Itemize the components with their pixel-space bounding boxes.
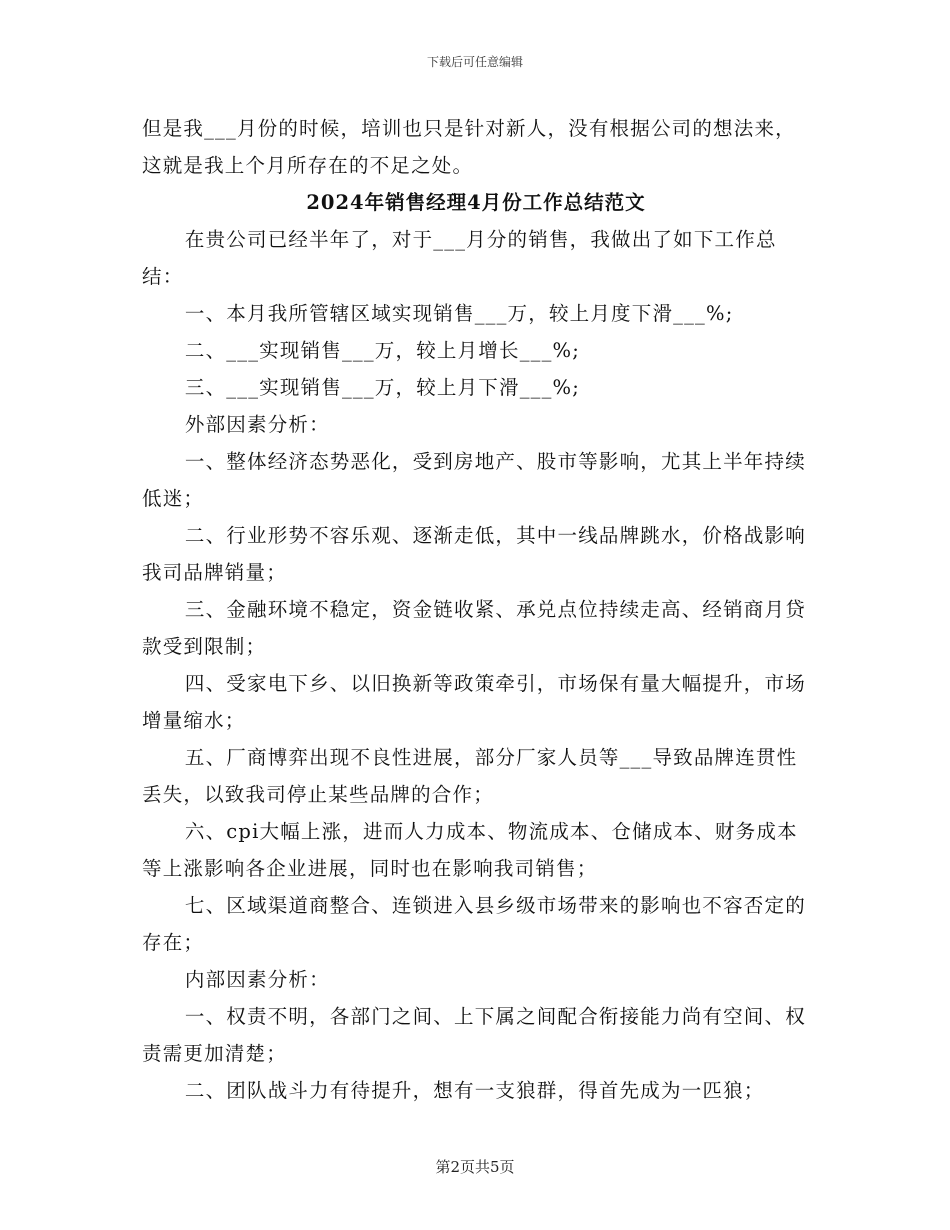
section-heading: 外部因素分析： (184, 413, 330, 436)
paragraph: 二、团队战斗力有待提升，想有一支狼群，得首先成为一匹狼； (184, 1079, 765, 1102)
paragraph: 二、行业形势不容乐观、逐渐走低，其中一线品牌跳水，价格战影响我司品牌销量； (142, 524, 806, 584)
paragraph: 三、金融环境不稳定，资金链收紧、承兑点位持续走高、经销商月贷款受到限制； (142, 598, 806, 658)
paragraph: 在贵公司已经半年了，对于___月分的销售，我做出了如下工作总结： (142, 228, 777, 288)
document-title: 2024年销售经理4月份工作总结范文 (306, 191, 646, 214)
paragraph: 一、权责不明，各部门之间、上下属之间配合衔接能力尚有空间、权责需更加清楚； (142, 1005, 806, 1065)
paragraph: 七、区域渠道商整合、连锁进入县乡级市场带来的影响也不容否定的存在； (142, 894, 806, 954)
paragraph: 三、___实现销售___万，较上月下滑___%; (184, 376, 581, 399)
paragraph: 四、受家电下乡、以旧换新等政策牵引，市场保有量大幅提升，市场增量缩水； (142, 672, 806, 732)
paragraph: 六、cpi大幅上涨，进而人力成本、物流成本、仓储成本、财务成本等上涨影响各企业进展，同时也在影响我司销售； (142, 820, 798, 880)
section-heading: 内部因素分析： (184, 968, 330, 991)
paragraph: 二、___实现销售___万，较上月增长___%; (184, 339, 581, 362)
page-footer: 第2页共5页 (435, 1158, 515, 1176)
paragraph: 一、本月我所管辖区域实现销售___万，较上月度下滑___%; (184, 302, 734, 325)
page-header: 下载后可任意编辑 (426, 55, 523, 69)
paragraph: 一、整体经济态势恶化，受到房地产、股市等影响，尤其上半年持续低迷； (142, 450, 806, 510)
document-body (142, 110, 810, 1109)
continuation-paragraph: 但是我___月份的时候，培训也只是针对新人，没有根据公司的想法来，这就是我上个月所存在的不足之处。 (142, 117, 796, 177)
paragraph: 五、厂商博弈出现不良性进展，部分厂家人员等___导致品牌连贯性丢失，以致我司停止某些品牌的合作； (142, 746, 798, 806)
